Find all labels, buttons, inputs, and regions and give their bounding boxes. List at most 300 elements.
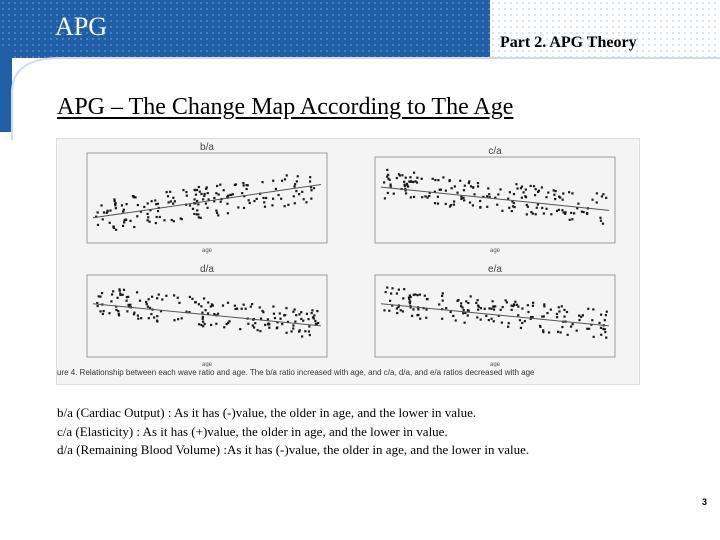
scatter-point xyxy=(234,305,236,307)
scatter-point xyxy=(460,305,462,307)
scatter-point xyxy=(199,191,201,193)
scatter-point xyxy=(600,334,602,336)
scatter-point xyxy=(292,311,294,313)
scatter-point xyxy=(572,323,574,325)
note-d-a: d/a (Remaining Blood Volume) :As it has (-)value, the older in age, and the lower in value. xyxy=(57,442,530,457)
scatter-point xyxy=(103,211,105,213)
scatter-point xyxy=(556,316,558,318)
scatter-point xyxy=(149,307,151,309)
scatter-point xyxy=(434,179,436,181)
scatter-point xyxy=(123,289,125,291)
scatter-point xyxy=(150,313,152,315)
scatter-point xyxy=(191,298,193,300)
panel-x-label: age xyxy=(201,248,213,254)
scatter-point xyxy=(419,318,421,320)
apg-logo: APG xyxy=(55,12,108,41)
scatter-point xyxy=(387,174,389,176)
scatter-point xyxy=(437,203,439,205)
scatter-point xyxy=(245,188,247,190)
figure-caption: ure 4. Relationship between each wave ratio and age. The b/a ratio increased with age, and c/a, d/a, and e/a ratios decreased with age xyxy=(57,368,535,377)
scatter-panel-d-a xyxy=(87,264,327,367)
scatter-point xyxy=(304,330,306,332)
scatter-point xyxy=(236,308,238,310)
side-strip xyxy=(0,50,12,132)
scatter-point xyxy=(406,184,408,186)
scatter-point xyxy=(604,331,606,333)
scatter-point xyxy=(463,189,465,191)
scatter-point xyxy=(477,299,479,301)
scatter-point xyxy=(566,311,568,313)
scatter-point xyxy=(576,330,578,332)
scatter-point xyxy=(490,318,492,320)
scatter-point xyxy=(196,200,198,202)
scatter-point xyxy=(170,200,172,202)
scatter-point xyxy=(114,204,116,206)
scatter-point xyxy=(127,296,129,298)
scatter-point xyxy=(599,217,601,219)
scatter-point xyxy=(519,319,521,321)
scatter-point xyxy=(389,183,391,185)
scatter-point xyxy=(227,322,229,324)
scatter-point xyxy=(391,287,393,289)
scatter-point xyxy=(136,291,138,293)
scatter-point xyxy=(479,207,481,209)
scatter-point xyxy=(467,314,469,316)
scatter-point xyxy=(241,192,243,194)
scatter-point xyxy=(102,218,104,220)
scatter-point xyxy=(469,201,471,203)
scatter-point xyxy=(226,203,228,205)
scatter-point xyxy=(172,197,174,199)
scatter-point xyxy=(488,319,490,321)
scatter-point xyxy=(121,204,123,206)
scatter-point xyxy=(405,192,407,194)
scatter-point xyxy=(442,292,444,294)
scatter-point xyxy=(156,297,158,299)
scatter-point xyxy=(562,199,564,201)
scatter-point xyxy=(470,295,472,297)
scatter-point xyxy=(262,197,264,199)
scatter-point xyxy=(389,179,391,181)
scatter-point xyxy=(537,203,539,205)
scatter-point xyxy=(250,306,252,308)
scatter-point xyxy=(216,185,218,187)
scatter-point xyxy=(309,176,311,178)
scatter-point xyxy=(506,301,508,303)
scatter-point xyxy=(499,188,501,190)
scatter-point xyxy=(534,194,536,196)
scatter-point xyxy=(161,298,163,300)
scatter-point xyxy=(253,200,255,202)
scatter-point xyxy=(159,216,161,218)
scatter-point xyxy=(467,302,469,304)
scatter-point xyxy=(119,290,121,292)
scatter-point xyxy=(205,202,207,204)
scatter-point xyxy=(207,312,209,314)
scatter-point xyxy=(223,326,225,328)
scatter-point xyxy=(247,323,249,325)
scatter-point xyxy=(562,192,564,194)
scatter-point xyxy=(593,336,595,338)
scatter-point xyxy=(456,192,458,194)
scatter-point xyxy=(473,193,475,195)
scatter-point xyxy=(462,312,464,314)
scatter-point xyxy=(220,201,222,203)
scatter-point xyxy=(486,206,488,208)
scatter-point xyxy=(100,204,102,206)
scatter-point xyxy=(485,315,487,317)
scatter-point xyxy=(273,313,275,315)
scatter-point xyxy=(312,316,314,318)
scatter-point xyxy=(486,195,488,197)
scatter-point xyxy=(463,199,465,201)
scatter-point xyxy=(460,196,462,198)
scatter-point xyxy=(253,326,255,328)
scatter-point xyxy=(292,324,294,326)
scatter-point xyxy=(569,219,571,221)
scatter-point xyxy=(501,210,503,212)
scatter-point xyxy=(261,310,263,312)
scatter-point xyxy=(166,191,168,193)
scatter-point xyxy=(553,189,555,191)
scatter-point xyxy=(279,312,281,314)
note-c-a: c/a (Elasticity) : As it has (+)value, the older in age, and the lower in value. xyxy=(57,423,448,439)
scatter-point xyxy=(545,196,547,198)
scatter-point xyxy=(477,304,479,306)
figure-plots xyxy=(57,139,639,367)
panel-label: e/a xyxy=(488,264,502,275)
scatter-point xyxy=(206,207,208,209)
scatter-point xyxy=(249,202,251,204)
scatter-point xyxy=(223,189,225,191)
scatter-point xyxy=(543,212,545,214)
scatter-point xyxy=(272,305,274,307)
scatter-point xyxy=(263,201,265,203)
scatter-point xyxy=(390,292,392,294)
scatter-point xyxy=(298,193,300,195)
scatter-point xyxy=(541,207,543,209)
scatter-point xyxy=(276,326,278,328)
scatter-point xyxy=(591,199,593,201)
scatter-point xyxy=(401,174,403,176)
scatter-point xyxy=(515,183,517,185)
scatter-point xyxy=(171,219,173,221)
scatter-point xyxy=(403,288,405,290)
scatter-point xyxy=(477,182,479,184)
scatter-point xyxy=(532,305,534,307)
scatter-point xyxy=(561,326,563,328)
scatter-point xyxy=(305,201,307,203)
scatter-point xyxy=(299,329,301,331)
scatter-point xyxy=(410,180,412,182)
scatter-point xyxy=(570,212,572,214)
scatter-point xyxy=(434,202,436,204)
scatter-point xyxy=(310,189,312,191)
scatter-point xyxy=(514,301,516,303)
scatter-point xyxy=(264,206,266,208)
scatter-point xyxy=(119,294,121,296)
scatter-point xyxy=(403,181,405,183)
scatter-point xyxy=(398,173,400,175)
scatter-point xyxy=(99,295,101,297)
scatter-point xyxy=(425,309,427,311)
scatter-point xyxy=(527,304,529,306)
scatter-point xyxy=(554,198,556,200)
scatter-point xyxy=(316,310,318,312)
scatter-point xyxy=(383,181,385,183)
scatter-point xyxy=(227,302,229,304)
scatter-point xyxy=(532,302,534,304)
regression-line xyxy=(93,304,321,326)
scatter-point xyxy=(602,223,604,225)
scatter-point xyxy=(167,195,169,197)
scatter-point xyxy=(156,315,158,317)
scatter-point xyxy=(203,297,205,299)
scatter-point xyxy=(463,309,465,311)
scatter-point xyxy=(563,211,565,213)
scatter-point xyxy=(472,204,474,206)
scatter-point xyxy=(181,317,183,319)
scatter-point xyxy=(413,172,415,174)
scatter-point xyxy=(245,308,247,310)
scatter-point xyxy=(125,203,127,205)
scatter-point xyxy=(198,303,200,305)
scatter-point xyxy=(148,221,150,223)
scatter-point xyxy=(129,220,131,222)
scatter-point xyxy=(477,185,479,187)
scatter-panel-b-a xyxy=(87,142,327,254)
scatter-point xyxy=(450,311,452,313)
scatter-point xyxy=(308,330,310,332)
scatter-point xyxy=(439,189,441,191)
scatter-point xyxy=(125,218,127,220)
scatter-point xyxy=(570,325,572,327)
scatter-point xyxy=(129,304,131,306)
scatter-point xyxy=(198,186,200,188)
scatter-point xyxy=(424,195,426,197)
scatter-point xyxy=(389,300,391,302)
scatter-point xyxy=(396,292,398,294)
scatter-point xyxy=(525,188,527,190)
scatter-point xyxy=(106,210,108,212)
scatter-point xyxy=(508,322,510,324)
scatter-point xyxy=(239,328,241,330)
scatter-point xyxy=(404,185,406,187)
scatter-point xyxy=(512,205,514,207)
scatter-point xyxy=(536,207,538,209)
scatter-point xyxy=(558,306,560,308)
scatter-point xyxy=(281,323,283,325)
scatter-point xyxy=(516,187,518,189)
scatter-point xyxy=(293,195,295,197)
scatter-point xyxy=(139,300,141,302)
scatter-point xyxy=(412,181,414,183)
scatter-point xyxy=(596,201,598,203)
scatter-point xyxy=(148,298,150,300)
page-number: 3 xyxy=(702,497,708,507)
scatter-point xyxy=(426,196,428,198)
scatter-point xyxy=(493,308,495,310)
scatter-point xyxy=(295,190,297,192)
scatter-point xyxy=(99,310,101,312)
panel-label: c/a xyxy=(488,146,502,157)
scatter-point xyxy=(114,200,116,202)
scatter-point xyxy=(286,174,288,176)
scatter-point xyxy=(445,307,447,309)
scatter-point xyxy=(538,190,540,192)
scatter-point xyxy=(568,191,570,193)
scatter-point xyxy=(465,300,467,302)
scatter-point xyxy=(207,301,209,303)
scatter-point xyxy=(298,313,300,315)
scatter-point xyxy=(268,327,270,329)
scatter-point xyxy=(556,210,558,212)
note-b-a: b/a (Cardiac Output) : As it has (-)value, the older in age, and the lower in value. xyxy=(57,405,477,420)
scatter-point xyxy=(147,213,149,215)
scatter-point xyxy=(254,322,256,324)
scatter-point xyxy=(530,211,532,213)
scatter-point xyxy=(297,175,299,177)
scatter-point xyxy=(535,213,537,215)
scatter-point xyxy=(441,295,443,297)
scatter-point xyxy=(488,307,490,309)
scatter-point xyxy=(421,196,423,198)
scatter-point xyxy=(414,180,416,182)
scatter-point xyxy=(109,209,111,211)
scatter-point xyxy=(547,191,549,193)
scatter-point xyxy=(452,315,454,317)
scatter-point xyxy=(271,204,273,206)
scatter-point xyxy=(217,214,219,216)
scatter-point xyxy=(112,226,114,228)
scatter-point xyxy=(445,190,447,192)
scatter-point xyxy=(596,192,598,194)
scatter-point xyxy=(456,300,458,302)
scatter-point xyxy=(210,324,212,326)
scatter-point xyxy=(386,286,388,288)
scatter-point xyxy=(492,305,494,307)
scatter-point xyxy=(578,315,580,317)
scatter-point xyxy=(193,213,195,215)
scatter-point xyxy=(284,178,286,180)
scatter-point xyxy=(103,310,105,312)
scatter-point xyxy=(509,191,511,193)
scatter-point xyxy=(200,305,202,307)
scatter-point xyxy=(578,319,580,321)
scatter-point xyxy=(567,334,569,336)
scatter-point xyxy=(507,326,509,328)
scatter-point xyxy=(115,207,117,209)
scatter-point xyxy=(294,320,296,322)
scatter-point xyxy=(192,208,194,210)
scatter-point xyxy=(535,188,537,190)
scatter-point xyxy=(243,304,245,306)
scatter-point xyxy=(414,293,416,295)
scatter-point xyxy=(396,177,398,179)
scatter-point xyxy=(441,318,443,320)
scatter-point xyxy=(196,209,198,211)
scatter-point xyxy=(172,203,174,205)
scatter-point xyxy=(242,182,244,184)
scatter-point xyxy=(279,318,281,320)
scatter-point xyxy=(587,308,589,310)
scatter-point xyxy=(189,296,191,298)
scatter-point xyxy=(476,316,478,318)
scatter-point xyxy=(508,207,510,209)
scatter-point xyxy=(543,315,545,317)
scatter-point xyxy=(311,309,313,311)
scatter-point xyxy=(295,314,297,316)
scatter-panel-c-a xyxy=(375,146,615,254)
scatter-point xyxy=(308,325,310,327)
scatter-point xyxy=(202,198,204,200)
scatter-point xyxy=(133,313,135,315)
scatter-point xyxy=(460,198,462,200)
scatter-point xyxy=(213,313,215,315)
scatter-point xyxy=(409,301,411,303)
scatter-point xyxy=(196,189,198,191)
scatter-point xyxy=(470,185,472,187)
scatter-point xyxy=(205,188,207,190)
scatter-point xyxy=(491,300,493,302)
scatter-point xyxy=(151,296,153,298)
scatter-point xyxy=(257,329,259,331)
scatter-point xyxy=(460,302,462,304)
scatter-point xyxy=(563,316,565,318)
scatter-point xyxy=(145,301,147,303)
scatter-point xyxy=(251,303,253,305)
scatter-point xyxy=(115,202,117,204)
scatter-point xyxy=(272,180,274,182)
panel-x-label: age xyxy=(489,248,501,254)
scatter-point xyxy=(147,216,149,218)
notes xyxy=(57,404,707,460)
scatter-point xyxy=(247,184,249,186)
scatter-point xyxy=(521,197,523,199)
scatter-point xyxy=(102,313,104,315)
scatter-point xyxy=(507,198,509,200)
scatter-point xyxy=(438,303,440,305)
scatter-point xyxy=(186,195,188,197)
slide-title: APG – The Change Map According to The Age xyxy=(57,94,514,120)
scatter-point xyxy=(301,335,303,337)
scatter-point xyxy=(202,318,204,320)
scatter-point xyxy=(151,200,153,202)
scatter-point xyxy=(234,184,236,186)
scatter-point xyxy=(557,331,559,333)
scatter-point xyxy=(180,217,182,219)
scatter-point xyxy=(281,180,283,182)
scatter-point xyxy=(409,176,411,178)
scatter-point xyxy=(520,187,522,189)
scatter-point xyxy=(386,169,388,171)
scatter-point xyxy=(455,319,457,321)
scatter-point xyxy=(101,292,103,294)
scatter-point xyxy=(274,317,276,319)
scatter-point xyxy=(132,195,134,197)
scatter-point xyxy=(553,194,555,196)
scatter-point xyxy=(309,180,311,182)
scatter-point xyxy=(517,314,519,316)
scatter-point xyxy=(133,226,135,228)
scatter-point xyxy=(541,186,543,188)
scatter-point xyxy=(137,318,139,320)
panel-label: d/a xyxy=(200,264,214,275)
scatter-point xyxy=(484,308,486,310)
scatter-point xyxy=(260,317,262,319)
scatter-point xyxy=(211,303,213,305)
scatter-point xyxy=(182,189,184,191)
